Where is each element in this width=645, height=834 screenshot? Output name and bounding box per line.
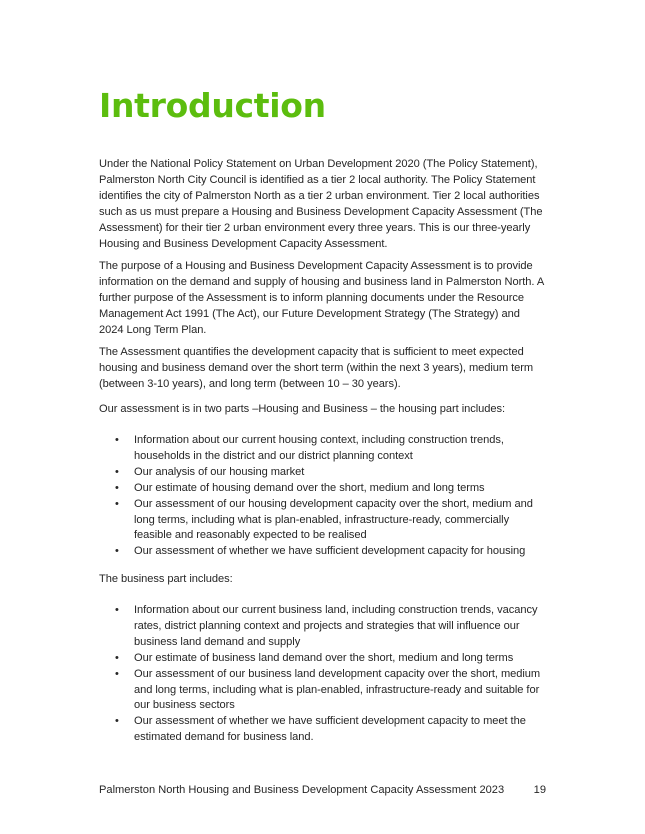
list-item-text: Our assessment of whether we have sufficient development capacity to meet the estimated demand for business land. — [134, 715, 526, 744]
paragraph-text: The Assessment quantifies the development capacity that is sufficient to meet expected housing and business demand over the short term (within the next 3 years), medium term (between 3-10 years), and long term (between 10 – 30 years). — [99, 346, 534, 390]
list-item — [99, 433, 544, 465]
intro-paragraph-policy-statement — [99, 157, 544, 252]
paragraph-text: The business part includes: — [99, 573, 233, 585]
paragraph-text: The purpose of a Housing and Business Development Capacity Assessment is to provide information on the demand and supply of housing and business land in Palmerston North. A further purpose of the Assessment is to inform planning documents under the Resource Management Act 1991 (The Act), our Future Development Strategy (The Strategy) and 2024 Long Term Plan. — [99, 260, 544, 336]
list-item-text: Our assessment of whether we have sufficient development capacity for housing — [134, 545, 526, 558]
bullet-icon: • — [115, 465, 119, 478]
bullet-icon: • — [115, 434, 119, 446]
list-item-text: Information about our current housing context, including construction trends, households in the district and our district planning context — [134, 434, 504, 462]
business-part-intro — [99, 572, 544, 588]
list-item — [99, 651, 544, 667]
list-item-text: Our assessment of our housing development capacity over the short, medium and long terms, including what is plan-enabled, infrastructure-ready, commercially feasible and reasonably expected to be realised — [134, 497, 533, 542]
footer-document-title: Palmerston North Housing and Business Development Capacity Assessment 2023 — [99, 784, 505, 796]
intro-paragraph-purpose — [99, 259, 544, 339]
bullet-icon: • — [115, 651, 119, 664]
list-item-text: Our estimate of housing demand over the short, medium and long terms — [134, 481, 485, 494]
list-item — [99, 465, 544, 481]
intro-paragraph-two-parts — [99, 402, 544, 418]
list-item-text: Our assessment of our business land development capacity over the short, medium and long terms, including what is plan-enabled, infrastructure-ready and suitable for our business sectors — [134, 667, 541, 712]
bullet-icon: • — [115, 481, 119, 494]
list-item — [99, 544, 544, 560]
page-title: Introduction — [99, 86, 326, 125]
housing-part-list — [99, 433, 544, 560]
intro-paragraph-quantifies — [99, 345, 544, 393]
list-item — [99, 667, 544, 715]
list-item — [99, 714, 544, 746]
list-item-text: Our estimate of business land demand over the short, medium and long terms — [134, 651, 514, 664]
business-part-list — [99, 603, 544, 746]
bullet-icon: • — [115, 497, 119, 510]
page-number: 19 — [533, 784, 546, 796]
bullet-icon: • — [115, 715, 119, 728]
list-item-text: Our analysis of our housing market — [134, 465, 305, 478]
list-item — [99, 497, 544, 545]
list-item — [99, 481, 544, 497]
bullet-icon: • — [115, 545, 119, 558]
paragraph-text: Our assessment is in two parts –Housing and Business – the housing part includes: — [99, 403, 506, 415]
list-item-text: Information about our current business land, including construction trends, vacancy rates, district planning context and projects and strategies that will influence our business land demand and supply — [134, 604, 538, 648]
bullet-icon: • — [115, 604, 119, 616]
paragraph-text: Under the National Policy Statement on Urban Development 2020 (The Policy Statement), Palmerston North City Council is identified as a tier 2 local authority. The Policy Statement identifies the city of Palmerston North as a tier 2 urban environment. Tier 2 local authorities such as us must prepare a Housing and Business Development Capacity Assessment (The Assessment) for their tier 2 urban environment every three years. This is our three-yearly Housing and Business Development Capacity Assessment. — [99, 158, 543, 250]
bullet-icon: • — [115, 667, 119, 680]
list-item — [99, 603, 544, 651]
